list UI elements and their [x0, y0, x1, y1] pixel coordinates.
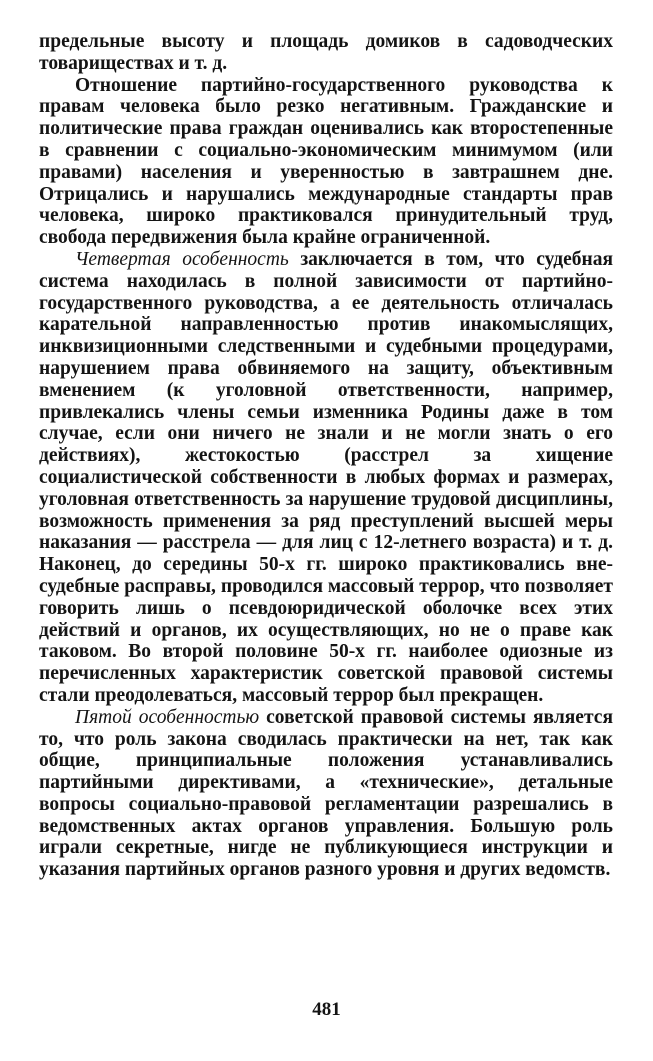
paragraph-text: заключается в том, что судебная система находилась в полной зависимости от партийно-государственного руководства, а ее деятельность отличалась карательной направленностью против инакомыслящих, инквизиционными следственными и судебными процедурами, нарушением права обвиняемого на защиту, объективным вменением (к уголовной ответственности, например, привлекались члены семьи изменника Родины даже в том случае, если они ничего не знали и не могли знать о его действиях), жестокостью (расстрел за хищение социалистической собственности в любых формах и размерах, уголовная ответственность за нарушение трудовой дисциплины, возможность применения за ряд преступлений высшей меры наказания — расстрела — для лиц с 12-летнего возраста) и т. д. Наконец, до середины 50-х гг. широко практиковались внесудебные расправы, проводился массовый террор, что позволяет говорить лишь о псевдоюридической оболочке всех этих действий и органов, их осуществляющих, но не о праве как таковом. Во второй половине 50-х гг. наиболее одиозные из перечисленных характеристик советской правовой системы стали преодолеваться, массовый террор был прекращен. [39, 248, 614, 706]
page-body [39, 31, 613, 881]
paragraph-fifth-feature [39, 707, 613, 881]
paragraph-lead-italic: Четвертая особенность [75, 248, 289, 270]
paragraph-continuation [39, 31, 613, 75]
paragraph-human-rights [39, 75, 613, 249]
paragraph-text: советской правовой системы является то, что роль закона сводилась практически на нет, так как общие, принципиальные положения устанавливались партийными директивами, а «технические», детальные вопросы социально-правовой регламентации разрешались в ведомственных актах органов управления. Большую роль играли секретные, нигде не публикующиеся инструкции и указания партийных органов разного уровня и других ведомств. [39, 706, 613, 881]
paragraph-lead-italic: Пятой особенностью [75, 706, 260, 728]
paragraph-text: предельные высоту и площадь домиков в садоводческих товариществах и т. д. [39, 31, 613, 74]
page-number: 481 [312, 999, 341, 1020]
paragraph-text: Отношение партийно-государственного руководства к правам человека было резко негативным. Гражданские и политические права граждан оценивались как второстепенные в сравнении с социально-экономическим минимумом (или правами) населения и уверенностью в завтрашнем дне. Отрицались и нарушались международные стандарты прав человека, широко практиковался принудительный труд, свобода передвижения была крайне ограниченной. [39, 74, 613, 249]
paragraph-fourth-feature [39, 249, 613, 707]
